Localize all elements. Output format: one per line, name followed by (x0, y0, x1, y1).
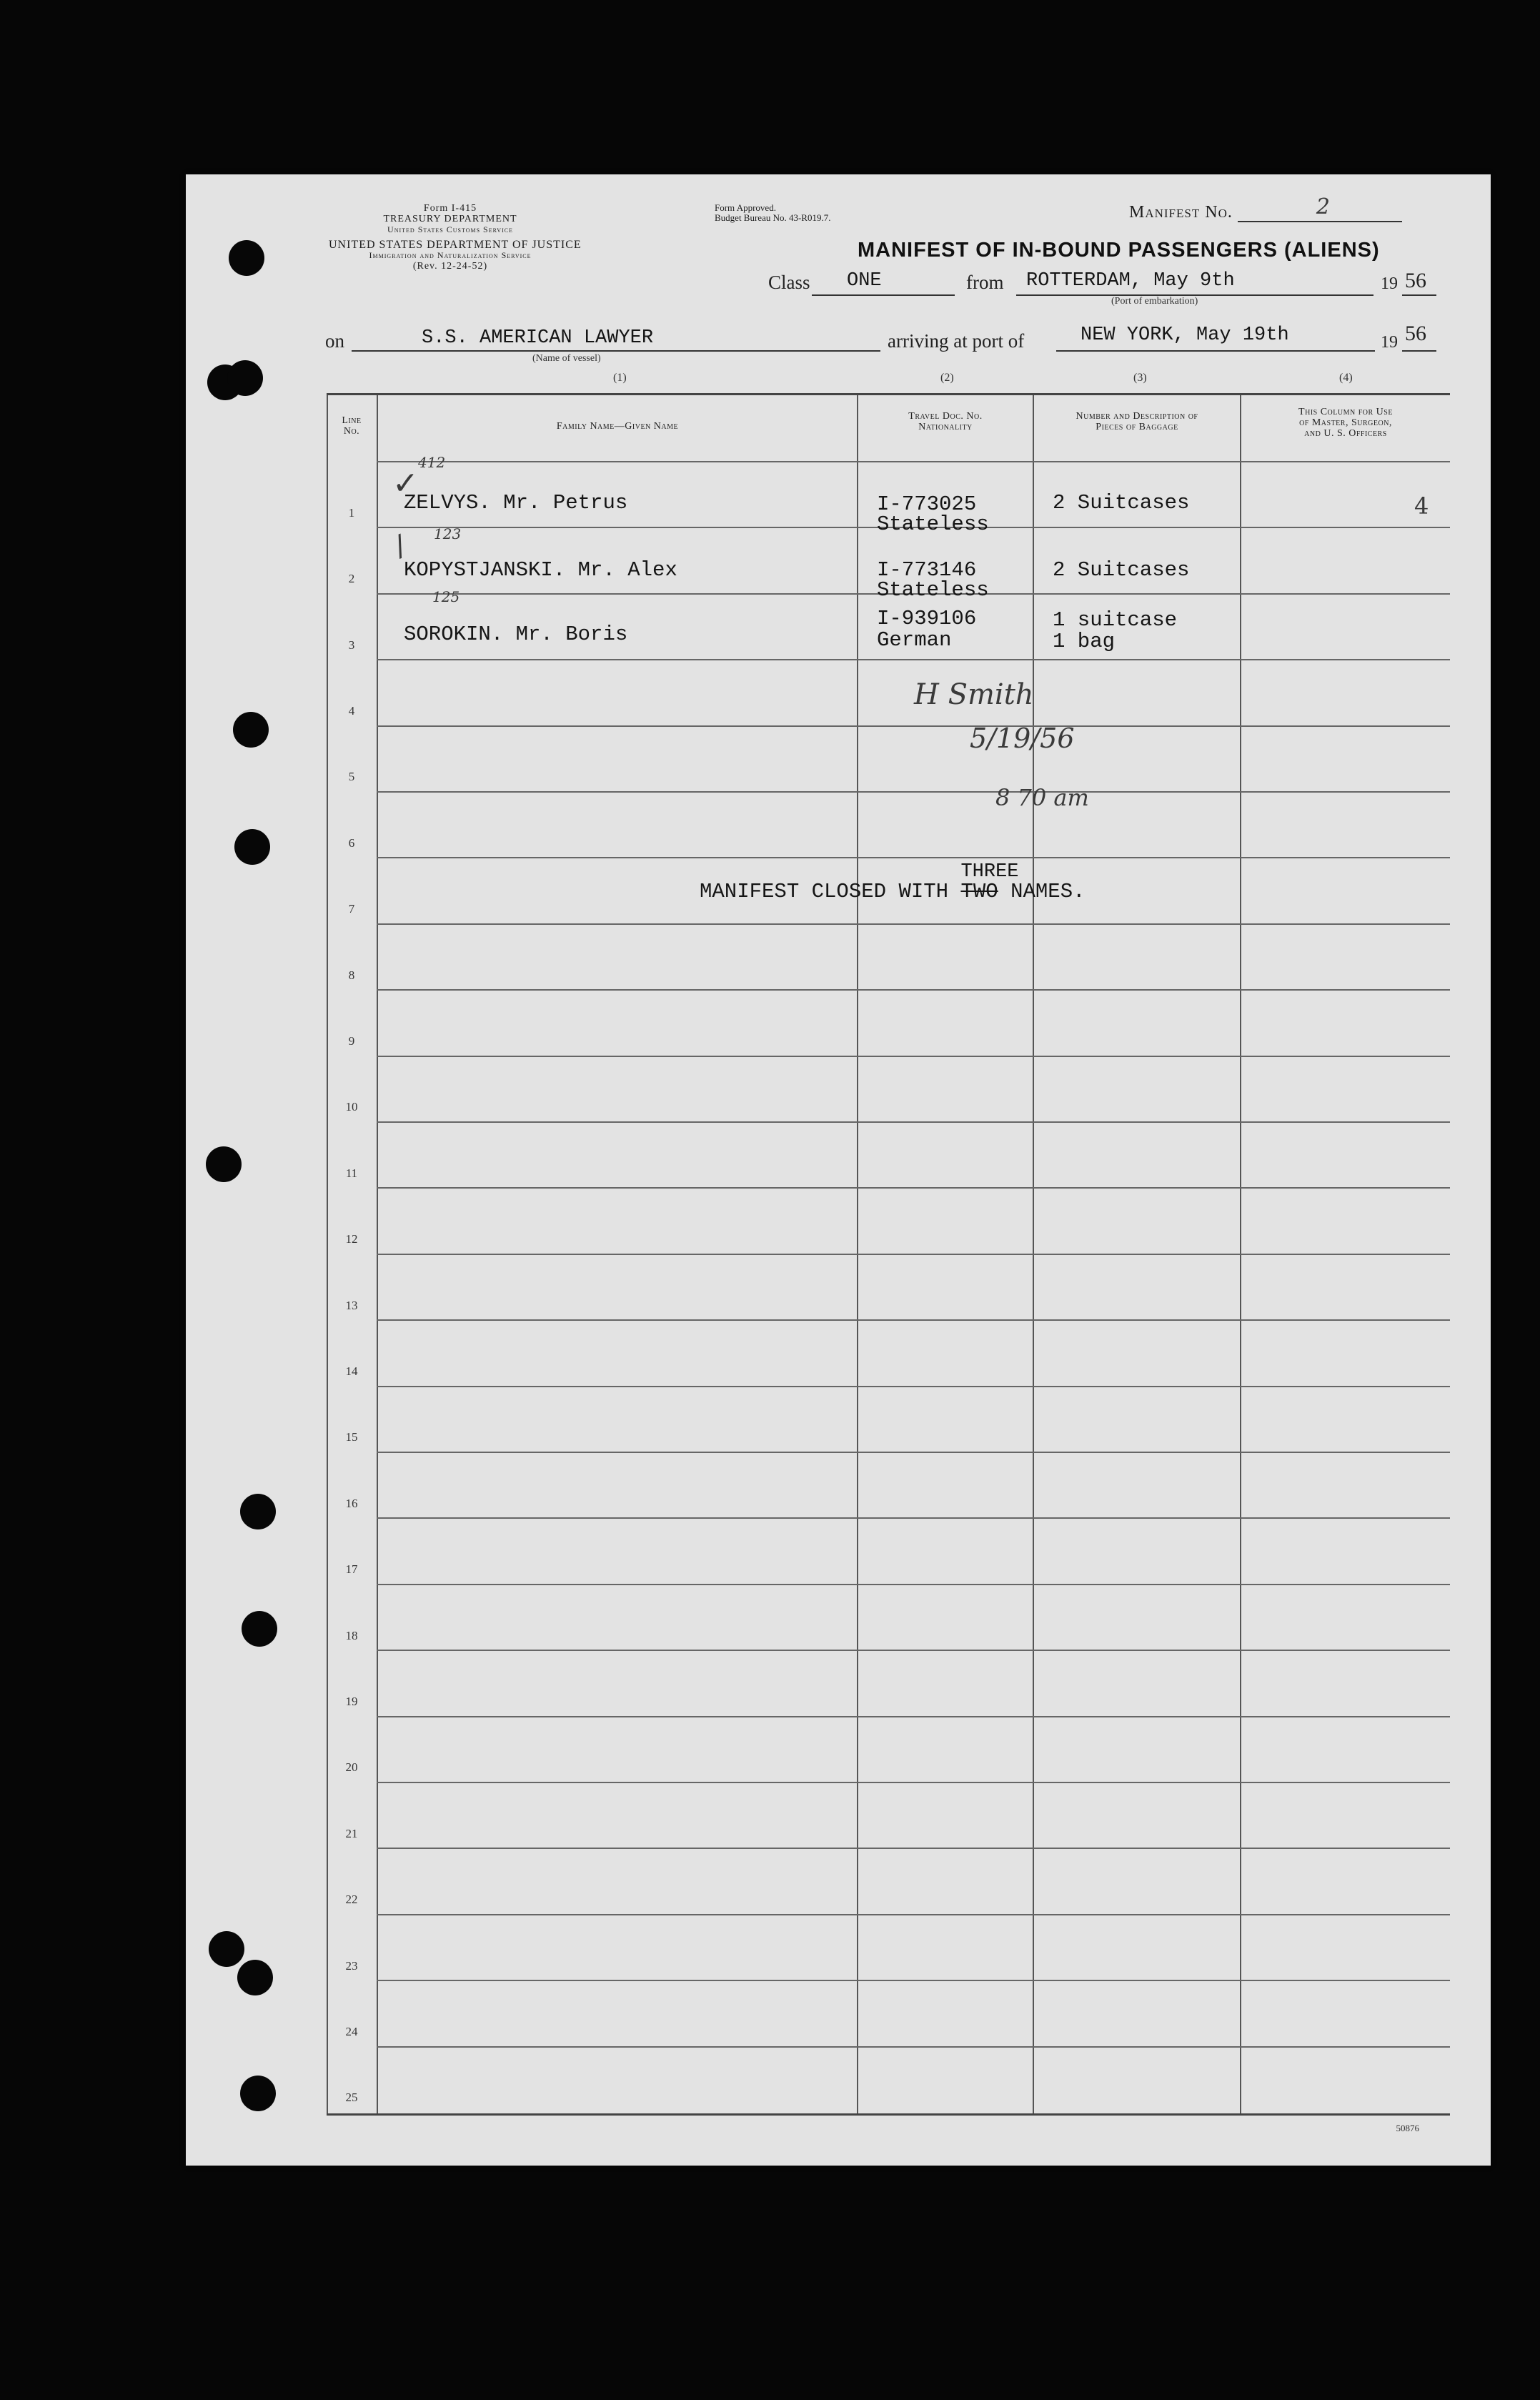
entry-tick-1: 412 (418, 454, 446, 471)
row-rule (377, 2046, 1450, 2048)
year-prefix-1: 19 (1381, 274, 1398, 293)
line-number: 11 (345, 1166, 358, 1180)
line-number: 7 (348, 902, 355, 916)
line-number: 9 (348, 1034, 355, 1048)
line-number: 25 (345, 2091, 358, 2104)
passenger-table (327, 393, 1450, 2116)
treasury-department: TREASURY DEPARTMENT (383, 214, 517, 224)
punch-hole (233, 712, 269, 748)
arriving-label: arriving at port of (888, 330, 1025, 352)
travel-doc-number: I-939106 (877, 607, 977, 630)
line-number: 22 (345, 1893, 358, 1906)
line-number: 20 (345, 1760, 358, 1774)
line-number: 16 (345, 1497, 358, 1510)
row-rule (377, 1452, 1450, 1453)
row-rule (377, 1584, 1450, 1585)
row-rule (377, 923, 1450, 925)
row-rule (377, 1254, 1450, 1255)
manifest-number-blank (1238, 194, 1402, 222)
column-number-3: (3) (1133, 372, 1147, 384)
line-number: 2 (348, 572, 355, 585)
ins-service: Immigration and Naturalization Service (369, 250, 532, 260)
row-rule (377, 1187, 1450, 1189)
row-rule (377, 791, 1450, 793)
on-label: on (325, 330, 344, 352)
line-number: 4 (348, 704, 355, 718)
punch-hole (206, 1146, 242, 1182)
line-number: 18 (345, 1629, 358, 1642)
officer-annotation: 4 (1414, 492, 1429, 520)
header-baggage-1: Number and Description of (1075, 411, 1198, 422)
punch-hole (240, 2076, 276, 2111)
check-mark-icon: ∕ (389, 529, 410, 563)
row-rule (377, 857, 1450, 858)
travel-doc-number: I-773146 (877, 558, 977, 582)
line-number: 13 (345, 1299, 358, 1312)
header-line-no-2: No. (343, 426, 360, 437)
footer-code: 50876 (1396, 2123, 1419, 2133)
closing-text-start: MANIFEST CLOSED WITH (700, 880, 949, 903)
inspector-signature: H Smith (914, 678, 1034, 711)
line-number: 1 (348, 506, 355, 520)
row-rule (377, 1914, 1450, 1915)
nationality: German (877, 628, 952, 652)
row-rule (377, 1121, 1450, 1123)
row-rule (377, 1848, 1450, 1849)
entry-tick-2: 123 (434, 525, 462, 542)
punch-hole (240, 1494, 276, 1529)
form-approved: Form Approved. (715, 202, 776, 213)
arrival-value: NEW YORK, May 19th (1081, 324, 1289, 346)
manifest-title: MANIFEST OF IN-BOUND PASSENGERS (ALIENS) (858, 239, 1380, 262)
header-officers-1: This Column for Use (1298, 407, 1393, 417)
year-blank-2 (1402, 350, 1436, 352)
closing-count-struck: TWO (960, 880, 998, 903)
row-rule (377, 1319, 1450, 1321)
row-rule (377, 1980, 1450, 1981)
row-rule (377, 1056, 1450, 1057)
column-number-2: (2) (940, 372, 954, 384)
row-rule (377, 1716, 1450, 1717)
header-officers-2: of Master, Surgeon, (1299, 417, 1392, 428)
manifest-number-field (1129, 194, 1402, 222)
form-approval (715, 203, 830, 223)
header-travel-doc (858, 411, 1033, 432)
punch-hole (227, 360, 263, 396)
class-row (768, 272, 810, 294)
line-number: 6 (348, 836, 355, 850)
punch-hole (209, 1931, 244, 1967)
check-mark-icon: ✓ (392, 465, 419, 502)
closing-text-end: NAMES. (1010, 880, 1086, 903)
line-number: 10 (345, 1100, 358, 1114)
punch-hole (237, 1960, 273, 1995)
punch-hole (234, 829, 270, 865)
baggage-description: 1 suitcase (1053, 608, 1178, 632)
year-value-2: 56 (1405, 322, 1426, 345)
customs-service: United States Customs Service (387, 224, 513, 234)
travel-doc-number: I-773025 (877, 492, 977, 516)
baggage-description: 2 Suitcases (1053, 491, 1190, 515)
header-line-no-1: Line (342, 415, 362, 426)
revision-date: (Rev. 12-24-52) (412, 261, 488, 272)
form-number: Form I-415 (423, 203, 477, 214)
line-number: 17 (345, 1562, 358, 1576)
from-value: ROTTERDAM, May 9th (1026, 270, 1235, 292)
row-rule (377, 1386, 1450, 1387)
justice-department: UNITED STATES DEPARTMENT OF JUSTICE (329, 239, 582, 251)
line-number: 24 (345, 2025, 358, 2038)
line-number: 14 (345, 1364, 358, 1378)
row-rule (377, 1517, 1450, 1519)
baggage-description: 2 Suitcases (1053, 558, 1190, 582)
punch-hole (242, 1611, 277, 1647)
class-blank (812, 294, 955, 296)
passenger-name: KOPYSTJANSKI. Mr. Alex (404, 558, 677, 582)
header-travel-doc-2: Nationality (918, 422, 973, 432)
manifest-number-label: Manifest No. (1129, 203, 1233, 222)
header-officers-3: and U. S. Officers (1304, 428, 1387, 439)
closing-count-inserted: THREE (960, 861, 1019, 883)
column-number-4: (4) (1339, 372, 1353, 384)
entry-tick-3: 125 (432, 588, 460, 605)
vessel-name: S.S. AMERICAN LAWYER (422, 327, 654, 349)
row-rule (377, 1650, 1450, 1651)
port-caption: (Port of embarkation) (1111, 296, 1198, 307)
manifest-number-value: 2 (1316, 194, 1331, 219)
header-baggage (1034, 411, 1240, 432)
punch-hole (229, 240, 264, 276)
passenger-name: ZELVYS. Mr. Petrus (404, 491, 628, 515)
nationality: Stateless (877, 578, 989, 602)
line-number: 21 (345, 1827, 358, 1840)
line-number: 23 (345, 1959, 358, 1973)
row-rule (377, 461, 1450, 462)
closing-statement (700, 861, 1086, 903)
passenger-name: SOROKIN. Mr. Boris (404, 623, 628, 646)
closing-count (960, 861, 1019, 903)
header-family-name: Family Name—Given Name (556, 421, 679, 432)
inspection-date: 5/19/56 (970, 723, 1075, 754)
header-travel-doc-1: Travel Doc. No. (908, 411, 983, 422)
row-rule (377, 1782, 1450, 1783)
inspection-time: 8 70 am (995, 784, 1089, 811)
form-issuer-block (329, 203, 582, 272)
arrival-blank (1056, 350, 1375, 352)
class-label: Class (768, 272, 810, 293)
year-blank-1 (1402, 294, 1436, 296)
vessel-caption: (Name of vessel) (532, 353, 601, 364)
row-rule (377, 659, 1450, 660)
line-number: 15 (345, 1430, 358, 1444)
row-rule (377, 989, 1450, 991)
line-number: 5 (348, 770, 355, 783)
line-number: 19 (345, 1695, 358, 1708)
year-prefix-2: 19 (1381, 333, 1398, 352)
year-value-1: 56 (1405, 269, 1426, 292)
table-border-left (327, 395, 328, 2113)
header-line-no (327, 415, 377, 437)
line-number: 12 (345, 1232, 358, 1246)
nationality: Stateless (877, 512, 989, 536)
line-number: 8 (348, 968, 355, 982)
vessel-blank (352, 350, 880, 352)
budget-bureau: Budget Bureau No. 43-R019.7. (715, 212, 831, 223)
class-value: ONE (847, 270, 882, 292)
row-rule (377, 725, 1450, 727)
column-number-1: (1) (613, 372, 627, 384)
header-officers (1241, 407, 1450, 439)
line-number: 3 (348, 638, 355, 652)
baggage-description-2: 1 bag (1053, 630, 1116, 653)
from-label: from (966, 272, 1004, 293)
manifest-sheet (186, 174, 1491, 2166)
header-baggage-2: Pieces of Baggage (1096, 422, 1178, 432)
